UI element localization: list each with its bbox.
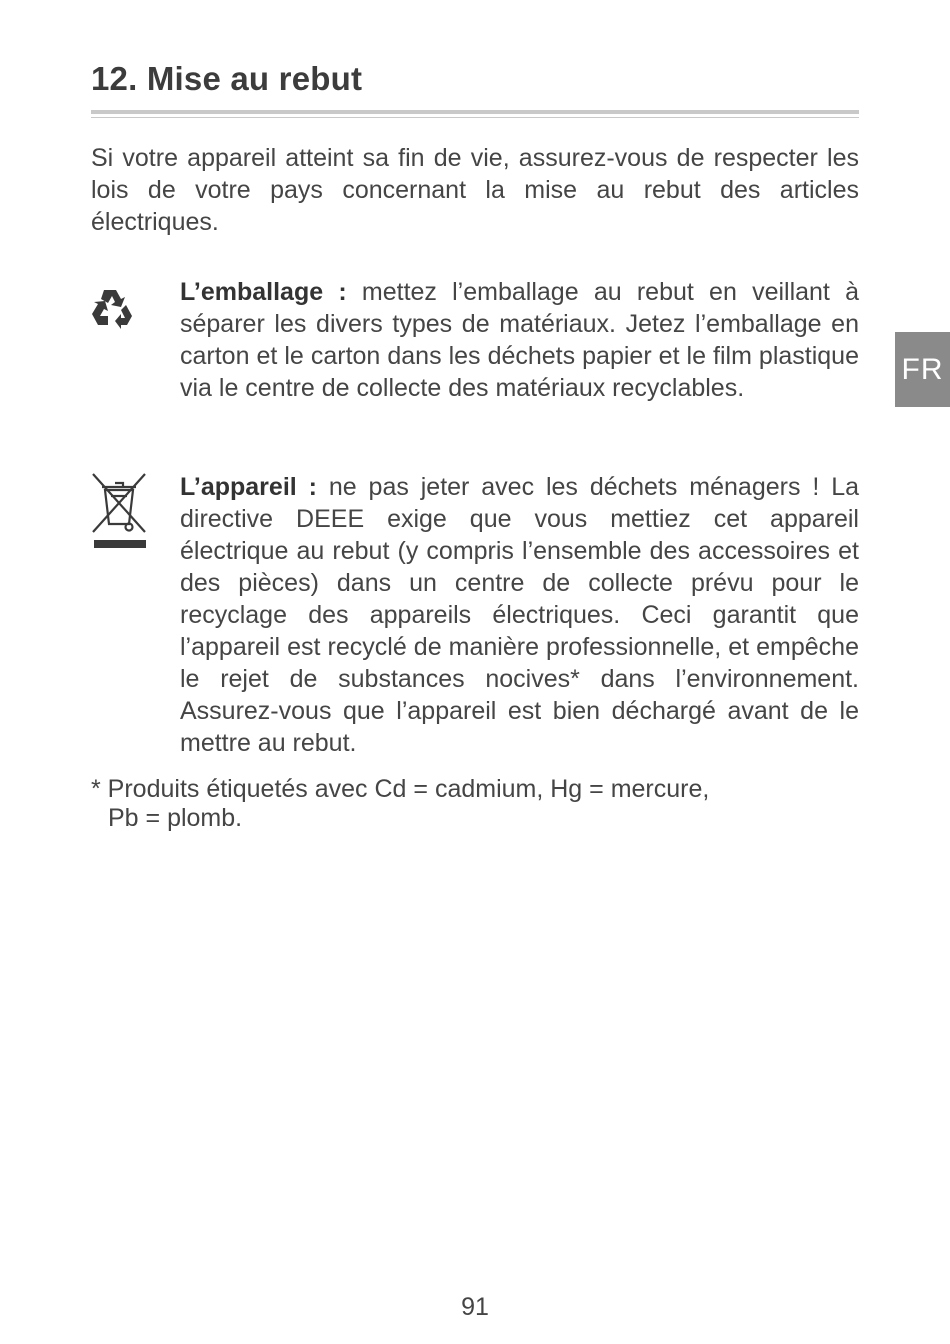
packaging-text: mettez l’emballage au rebut en veillant à séparer les divers types de matériaux. Jetez l’emballage en carton et le carton dans les déchets papier et le film plastique via le centre de collecte des matériaux recyclables. xyxy=(180,278,860,402)
crossed-out-wheelie-bin-icon xyxy=(89,472,149,550)
section-title: 12. Mise au rebut xyxy=(91,60,363,97)
language-tab: FR xyxy=(895,332,950,407)
intro-paragraph: Si votre appareil atteint sa fin de vie, assurez-vous de respecter les lois de votre pays concernant la mise au rebut des articles électriques. xyxy=(91,144,859,236)
title-underline xyxy=(91,110,859,114)
page-number: 91 xyxy=(461,1293,489,1321)
packaging-disposal-item xyxy=(180,276,859,404)
recycle-icon xyxy=(88,285,136,333)
footnote-line-2: Pb = plomb. xyxy=(108,804,243,832)
appliance-label: L’appareil : xyxy=(180,473,317,501)
packaging-label: L’emballage : xyxy=(180,278,347,306)
appliance-disposal-item xyxy=(180,471,859,759)
footnote-line-1: * Produits étiquetés avec Cd = cadmium, Hg = mercure, xyxy=(91,775,710,803)
footnote xyxy=(91,775,791,833)
title-underline-thin xyxy=(91,117,859,118)
appliance-text: ne pas jeter avec les déchets ménagers ! La directive DEEE exige que vous mettiez cet appareil électrique au rebut (y compris l’ensemble des accessoires et des pièces) dans un centre de collecte prévu pour le recyclage des appareils électriques. Ceci garantit que l’appareil est recyclé de manière professionnelle, et empêche le rejet de substances nocives* dans l’environnement. Assurez-vous que l’appareil est bien déchargé avant de le mettre au rebut. xyxy=(180,473,859,757)
